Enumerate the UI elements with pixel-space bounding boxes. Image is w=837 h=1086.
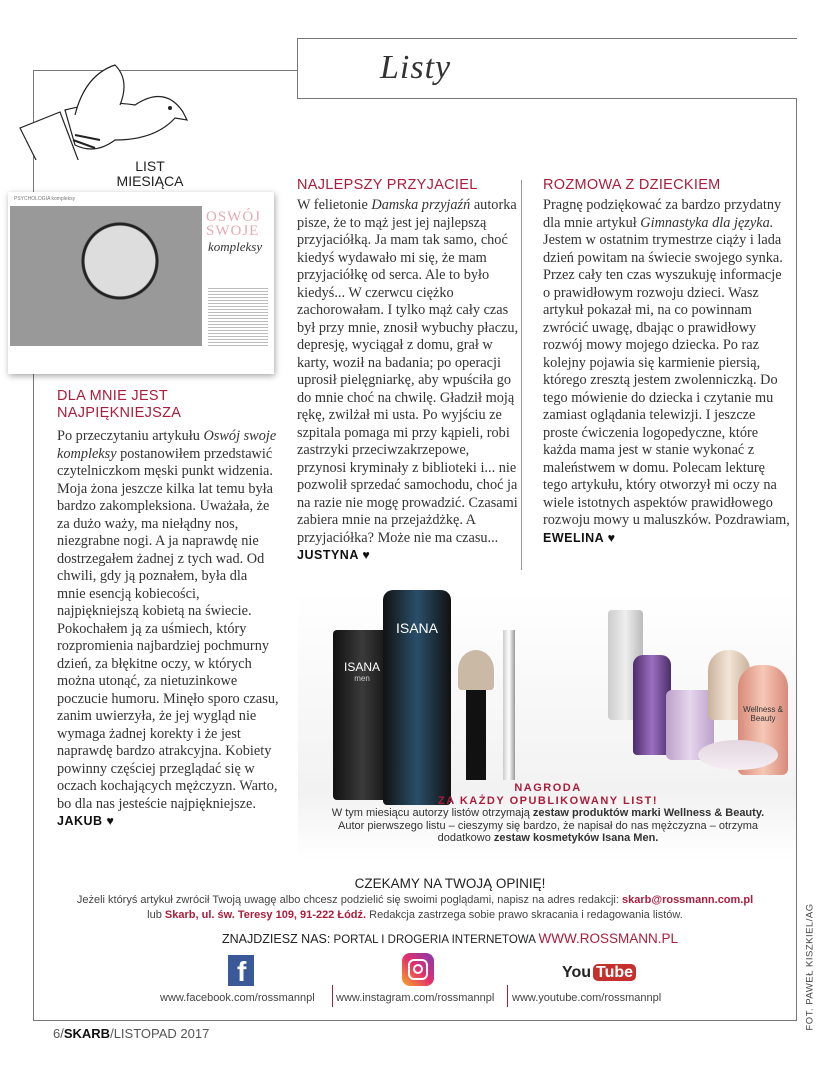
article-title: Oswój swoje kompleksy (57, 428, 277, 462)
text: Po przeczytaniu artykułu (57, 428, 204, 444)
page-footer (53, 1026, 209, 1041)
text: Jeżeli któryś artykuł zwrócił Twoją uwagę albo chcesz podzielić się swoimi poglądami, napisz na adres redakcji: (76, 894, 622, 906)
title-line: OSWÓJ (206, 209, 262, 225)
website-link[interactable]: WWW.ROSSMANN.PL (538, 931, 678, 946)
thumbnail-photo (10, 206, 202, 346)
text: Pragnę podziękować za bardzo przydatny dla mnie artykuł (543, 197, 782, 231)
contact-text (40, 893, 790, 923)
letter-heading: ROZMOWA Z DZIECKIEM (543, 177, 721, 193)
photo-credit: FOT. PAWEŁ KISZKIEL/AG (804, 903, 816, 1031)
prize-line: Autor pierwszego listu – cieszymy się bardzo, że napisał do nas mężczyzna – otrzyma (337, 819, 758, 832)
text-bold: zestaw kosmetyków Isana Men. (493, 832, 659, 844)
shaving-brush (458, 650, 494, 690)
magazine-name: SKARB (63, 1026, 111, 1041)
brand-label: ISANA (395, 620, 438, 636)
text: W felietonie (297, 197, 372, 213)
text: ZNAJDZIESZ NAS: (222, 932, 331, 946)
separator (507, 985, 508, 1007)
thumbnail-body-text (208, 288, 268, 346)
heading-line: DLA MNIE JEST (57, 388, 169, 404)
wellness-jar (698, 740, 778, 770)
youtube-logo-text: Tube (593, 964, 636, 981)
text: W tym miesiącu autorzy listów otrzymają (331, 807, 533, 819)
text: Jestem w ostatnim trymestrze ciąży i lada dzień powitam na świecie swojego synka. Przez cały ten czas wyszukuję informacje o prawidłowym rozwoju dzieci. Wasz artykuł pokazał mi, na co powinnam zwrócić uwagę, dbając o prawidłowy rozwój mowy mojego dziecka. Po raz kolejny pojawia się karmienie piersią, którego zresztą jestem zwolenniczką. Do tego mówienie do dziecka i czytanie mu zamiast oglądania telewizji. I jeszcze proste ćwiczenia logopedyczne, które każda mama jest w stanie wykonać z maleństwem w domu. Polecam lekturę tego artykułu, który otworzył mi oczy na wiele istotnych aspektów prawidłowego rozwoju mowy u maluszków. Pozdrawiam, (543, 232, 790, 528)
brand-label: Wellness & Beauty (743, 705, 783, 723)
text-bold: zestaw produktów marki Wellness & Beauty. (532, 807, 765, 819)
youtube-icon[interactable] (562, 964, 636, 982)
facebook-link[interactable]: www.facebook.com/rossmannpl (160, 992, 315, 1004)
article-title: Gimnastyka dla języka. (640, 214, 774, 231)
page-number: 6/ (53, 1026, 64, 1041)
column-divider (521, 180, 522, 570)
brush-handle (466, 690, 486, 780)
prize-line (300, 807, 796, 820)
prize-heading: ZA KAŻDY OPUBLIKOWANY LIST! (438, 794, 658, 807)
letter-of-month-label (100, 159, 200, 189)
text: postanowiłem przedstawić czytelniczkom męski punkt widzenia. Moja żona jeszcze kilka lat temu była bardzo zakompleksiona. Uważała, że za dużo waży, ma niełądny nos, niezgrabne nogi. A ja naprawdę nie dostrzegałem żadnej z tych wad. Od chwili, gdy ją poznałem, była dla mnie esencją kobiecości, najpiękniejszą kobietą na świecie. Pokochałem ją za uśmiech, który rozpromienia najbardziej pochmurny dzień, za błękitne oczy, w których można utonąć, za nietuzinkowe poczucie humoru. Minęło sporo czasu, zanim uwierzyła, że jej wygląd nie wymaga żadnej korekty i że jest naprawdę bardzo atrakcyjna. Kobiety powinny częściej przeglądać się w oczach kochających mężczyzn. Warto, bo dla nas jesteście najpiękniejsze. (57, 445, 279, 812)
contact-heading: CZEKAMY NA TWOJĄ OPINIĘ! (354, 876, 546, 891)
instagram-icon[interactable] (402, 953, 434, 986)
section-title: Listy (380, 49, 452, 86)
text: lub (147, 909, 165, 921)
letter-heading: NAJLEPSZY PRZYJACIEL (297, 177, 478, 193)
youtube-logo-text: You (562, 964, 592, 981)
prize-line (300, 832, 796, 845)
thumbnail-title (206, 210, 261, 238)
brand-sub: men (354, 674, 370, 683)
title-line: SWOJE (206, 223, 260, 239)
signature: JAKUB ♥ (57, 814, 115, 828)
signature: JUSTYNA ♥ (297, 548, 371, 562)
heading-line: NAJPIĘKNIEJSZA (57, 405, 182, 421)
thumbnail-section: PSYCHOLOGIA kompleksy (14, 196, 76, 202)
section-title-box (297, 38, 797, 99)
letter-body (57, 428, 279, 831)
text: autorka pisze, że to mąż jest jej najlepszą przyjaciółką. Ja mam tak samo, choć kiedyś wydawało mi się, że mam przyjaciółkę od serca. Ale to było kiedyś... W czerwcu ciężko zachorowałam. I tylko mąż cały czas był przy mnie, znosił wybuchy płaczu, depresję, wyciągał z domu, grał w karty, woził na badania; po operacji uprosił pielęgniarkę, aby wpuściła go do mnie choć na chwilę. Gładził moją rękę, zwilżał mi usta. Po wyjściu ze szpitala pomaga mi przy kąpieli, robi zastrzyki przeciwzakrzepowe, przynosi kryminały z biblioteki i... nie pozwolił sprzedać samochodu, choć ja na razie nie mogę prowadzić. Czasami zabiera mnie na przejażdżkę. A przyjaciółka? Może nie ma czasu... (297, 197, 519, 546)
separator (332, 985, 333, 1007)
article-title: Damska przyjaźń (371, 197, 471, 213)
label-line: MIESIĄCA (116, 173, 184, 189)
letter-body (543, 197, 791, 547)
prize-box (300, 782, 796, 845)
issue-date: /LISTOPAD 2017 (110, 1026, 210, 1041)
signature: EWELINA ♥ (543, 530, 616, 545)
dove-with-letter-icon (15, 60, 195, 160)
text: PORTAL I DROGERIA INTERNETOWA (330, 934, 539, 946)
letter-heading (57, 388, 181, 422)
prize-heading: NAGRODA (514, 782, 582, 794)
letter-body (297, 197, 522, 565)
youtube-link[interactable]: www.youtube.com/rossmannpl (512, 992, 662, 1004)
thumbnail-subtitle: kompleksy (208, 239, 263, 254)
brand-label: ISANA (343, 660, 380, 674)
text: Redakcja zastrzega sobie prawo skracania i redagowania listów. (366, 909, 683, 921)
contact-line (40, 893, 790, 908)
find-us (100, 931, 800, 946)
isana-bottle (383, 590, 451, 805)
article-thumbnail (8, 192, 274, 374)
text: dodatkowo (437, 832, 494, 844)
instagram-link[interactable]: www.instagram.com/rossmannpl (336, 992, 495, 1004)
address: Skarb, ul. św. Teresy 109, 91-222 Łódź. (164, 909, 367, 921)
email-link[interactable]: skarb@rossmann.com.pl (621, 894, 754, 906)
facebook-icon[interactable]: f (228, 955, 254, 986)
label-line: LIST (135, 158, 165, 174)
razor (503, 630, 515, 780)
contact-line (40, 908, 790, 923)
